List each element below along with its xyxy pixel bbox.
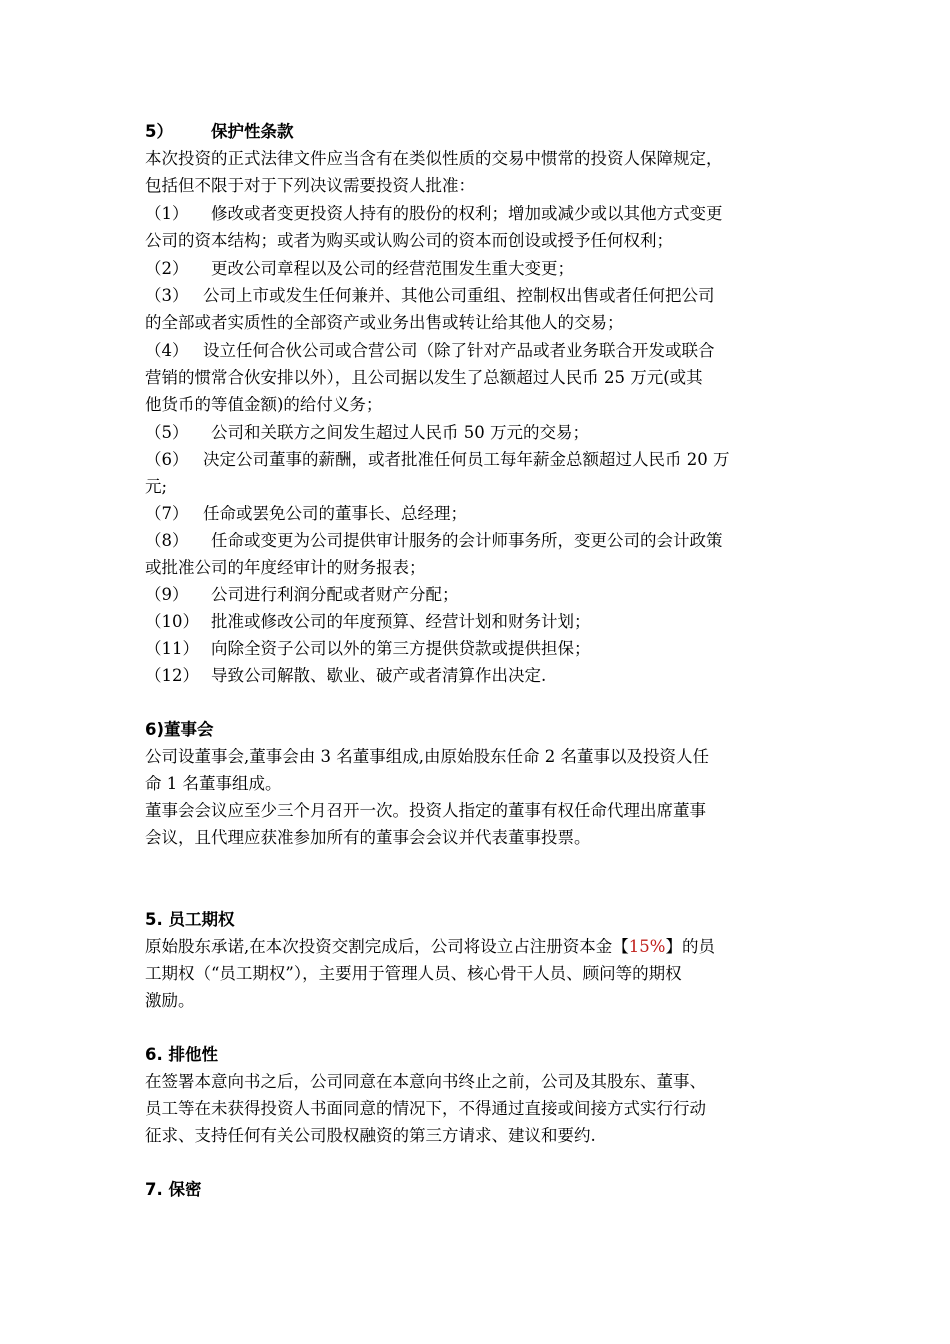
section-heading-exclusivity: 6. 排他性	[145, 1045, 218, 1064]
bracket-close: 】	[665, 937, 682, 956]
list-item-number: （9）	[145, 585, 189, 604]
text-run: 的员	[681, 937, 715, 956]
list-item	[145, 637, 591, 661]
section-title: 保护性条款	[211, 122, 294, 141]
paragraph-line: 员工等在未获得投资人书面同意的情况下，不得通过直接或间接方式实行行动	[145, 1099, 706, 1118]
paragraph-line	[145, 935, 715, 959]
list-item-text: 向除全资子公司以外的第三方提供贷款或提供担保；	[211, 639, 591, 658]
list-item-continuation: 或批准公司的年度经审计的财务报表；	[145, 558, 426, 577]
list-item-text: 任命或变更为公司提供审计服务的会计师事务所，变更公司的会计政策	[211, 531, 723, 550]
list-item-number: （11）	[145, 639, 199, 658]
section-heading-esop: 5. 员工期权	[145, 910, 235, 929]
paragraph-line: 在签署本意向书之后，公司同意在本意向书终止之前，公司及其股东、董事、	[145, 1072, 706, 1091]
list-item-text: 决定公司董事的薪酬，或者批准任何员工每年薪金总额超过人民币 20 万	[203, 450, 730, 469]
paragraph-line: 公司设董事会,董事会由 3 名董事组成,由原始股东任命 2 名董事以及投资人任	[145, 747, 709, 766]
list-item-number: （5）	[145, 423, 189, 442]
list-item-text: 任命或罢免公司的董事长、总经理；	[203, 504, 467, 523]
list-item-number: （6）	[145, 450, 189, 469]
list-item	[145, 502, 467, 526]
esop-percentage: 15%	[628, 937, 666, 956]
paragraph-line: 会议，且代理应获准参加所有的董事会会议并代表董事投票。	[145, 828, 591, 847]
paragraph-line: 工期权（“员工期权”），主要用于管理人员、核心骨干人员、顾问等的期权	[145, 964, 682, 983]
list-item	[145, 257, 574, 281]
list-item-text: 公司上市或发生任何兼并、其他公司重组、控制权出售或者任何把公司	[203, 286, 715, 305]
list-item-text: 更改公司章程以及公司的经营范围发生重大变更；	[211, 259, 574, 278]
list-item-number: （2）	[145, 259, 189, 278]
paragraph-line: 董事会会议应至少三个月召开一次。投资人指定的董事有权任命代理出席董事	[145, 801, 706, 820]
list-item-text: 公司和关联方之间发生超过人民币 50 万元的交易；	[211, 423, 589, 442]
list-item	[145, 610, 591, 634]
list-item-number: （7）	[145, 504, 189, 523]
list-item-number: （10）	[145, 612, 199, 631]
list-item-text: 公司进行利润分配或者财产分配；	[211, 585, 459, 604]
list-item-continuation: 元;	[145, 477, 168, 496]
paragraph-line: 激励。	[145, 991, 195, 1010]
list-item	[145, 202, 723, 226]
paragraph-line: 征求、支持任何有关公司股权融资的第三方请求、建议和要约.	[145, 1126, 596, 1145]
bracket-open: 【	[612, 937, 629, 956]
list-item	[145, 529, 723, 553]
paragraph-line: 命 1 名董事组成。	[145, 774, 282, 793]
list-item	[145, 421, 589, 445]
list-item-continuation: 的全部或者实质性的全部资产或业务出售或转让给其他人的交易；	[145, 313, 624, 332]
section-number: 5）	[145, 122, 173, 141]
list-item	[145, 339, 715, 363]
list-item	[145, 664, 546, 688]
list-item	[145, 284, 715, 308]
list-item-text: 导致公司解散、歇业、破产或者清算作出决定.	[211, 666, 547, 685]
list-item-number: （4）	[145, 341, 189, 360]
list-item-text: 批准或修改公司的年度预算、经营计划和财务计划；	[211, 612, 591, 631]
list-item-continuation: 营销的惯常合伙安排以外），且公司据以发生了总额超过人民币 25 万元(或其	[145, 368, 703, 387]
section-heading-confidentiality: 7. 保密	[145, 1180, 202, 1199]
list-item-number: （1）	[145, 204, 189, 223]
list-item	[145, 448, 730, 472]
list-item-continuation: 公司的资本结构；或者为购买或认购公司的资本而创设或授予任何权利；	[145, 231, 673, 250]
paragraph-line: 本次投资的正式法律文件应当含有在类似性质的交易中惯常的投资人保障规定，	[145, 149, 723, 168]
list-item-number: （12）	[145, 666, 199, 685]
list-item-number: （8）	[145, 531, 189, 550]
list-item-text: 修改或者变更投资人持有的股份的权利；增加或减少或以其他方式变更	[211, 204, 723, 223]
section-heading-board: 6)董事会	[145, 720, 214, 739]
list-item-number: （3）	[145, 286, 189, 305]
list-item	[145, 583, 459, 607]
paragraph-line: 包括但不限于对于下列决议需要投资人批准：	[145, 176, 475, 195]
text-run: 原始股东承诺,在本次投资交割完成后，公司将设立占注册资本金	[145, 937, 613, 956]
list-item-text: 设立任何合伙公司或合营公司（除了针对产品或者业务联合开发或联合	[203, 341, 715, 360]
list-item-continuation: 他货币的等值金额)的给付义务；	[145, 395, 383, 414]
section-heading-protective-provisions	[145, 120, 294, 144]
